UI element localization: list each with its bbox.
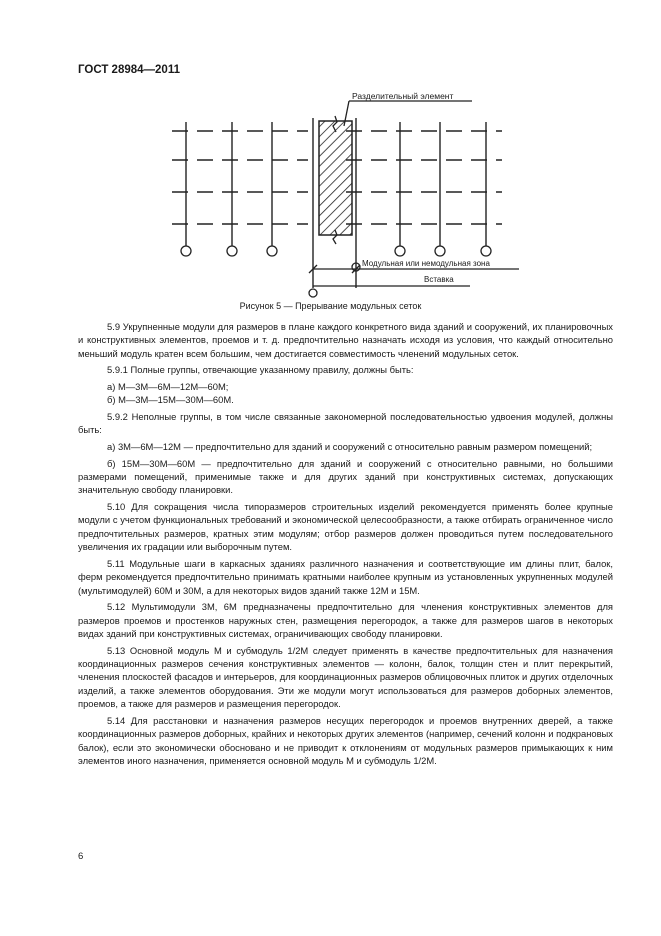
left-grid-lines: [172, 131, 308, 224]
left-vertical-lines: [186, 118, 313, 288]
paragraph-5-13: 5.13 Основной модуль М и субмодуль 1/2М следует применять в качестве предпочтительных для назначения координационных размеров сечения конструктивных элементов — колонн, балок, толщин стен и плит перекрытий, членения плоскостей фасадов и интерьеров, для координационных размеров облицовочных плиток и других отделочных изделий, а также элементов оборудования. Эти же модули могут использоваться для размеров доборных элементов, проемов, а также для размеров и размещения перегородок.: [78, 644, 613, 710]
paragraph-5-12: 5.12 Мультимодули 3М, 6М предназначены предпочтительно для членения конструктивных элементов для размеров проемов и простенков наружных стен, размещения перегородок, а также для размеров шагов в некоторых видах зданий при конструктивных системах, ограничивающих свободу планировки.: [78, 601, 613, 640]
label-separating-element: Разделительный элемент: [352, 91, 454, 101]
paragraph-5-9-1: 5.9.1 Полные группы, отвечающие указанному правилу, должны быть:: [107, 364, 414, 376]
separating-element: [319, 121, 352, 235]
list-item: а) 3М—6М—12М — предпочтительно для зданий и сооружений с относительно равным размером помещений;: [107, 441, 593, 452]
body-text: [78, 320, 613, 771]
page-number: 6: [78, 851, 84, 862]
list-item: а) М—3М—6М—12М—60М;: [107, 381, 229, 392]
document-header: ГОСТ 28984—2011: [78, 64, 180, 76]
paragraph-5-14: 5.14 Для расстановки и назначения размеров несущих перегородок и проемов внутренних дверей, а также координационных размеров доборных, крайних и некоторых других элементов (например, сечений колонн и подкрановых балок), если это экономически обосновано и не приводит к отклонениям от модульных размеров примыкающих к ним элементов иного назначения, применяется основной модуль М и субмодуль 1/2М.: [78, 714, 613, 767]
axis-circles: [181, 246, 491, 297]
list-item: б) М—3М—15М—30М—60М.: [107, 394, 234, 406]
paragraph-5-10: 5.10 Для сокращения числа типоразмеров строительных изделий рекомендуется применять более крупные модули с учетом функциональных требований и экономической целесообразности, а также отбирать ограниченное число предпочтительных размеров, кратных этим модулям; отбор размеров должен проводиться путем последовательного увеличения их градации или выборочным путем.: [78, 501, 613, 553]
paragraph-5-9-2: 5.9.2 Неполные группы, в том числе связанные закономерной последовательностью удвоения модулей, должны быть:: [78, 411, 613, 436]
paragraph-5-9: 5.9 Укрупненные модули для размеров в плане каждого конкретного вида зданий и сооружений, их планировочных и конструктивных элементов, проемов и т. д. предпочтительно назначать исходя из условия, что каждый относительно меньший модуль кратен всем большим, чем достигается совместимость членений модульных сеток.: [78, 321, 613, 359]
right-grid-lines: [346, 131, 502, 224]
figure-caption: Рисунок 5 — Прерывание модульных сеток: [239, 301, 422, 311]
paragraph-5-11: 5.11 Модульные шаги в каркасных зданиях различного назначения и соответствующие им длины плит, балок, ферм рекомендуется предпочтительно принимать кратными наиболее крупным из установленных укрупненных модулей (мультимодулей) 60М и 30М, а для некоторых видов зданий также 12М и 15М.: [78, 557, 613, 596]
modular-grid-figure: [0, 0, 661, 300]
list-item: б) 15М—30М—60М — предпочтительно для зданий и сооружений с относительно равными, но большими размерами помещений, применимые также и для других зданий при конструктивных системах, допускающих значительную свободу планировки.: [78, 457, 613, 496]
label-modular-zone: Модульная или немодульная зона: [362, 259, 490, 268]
label-insert: Вставка: [424, 275, 454, 284]
